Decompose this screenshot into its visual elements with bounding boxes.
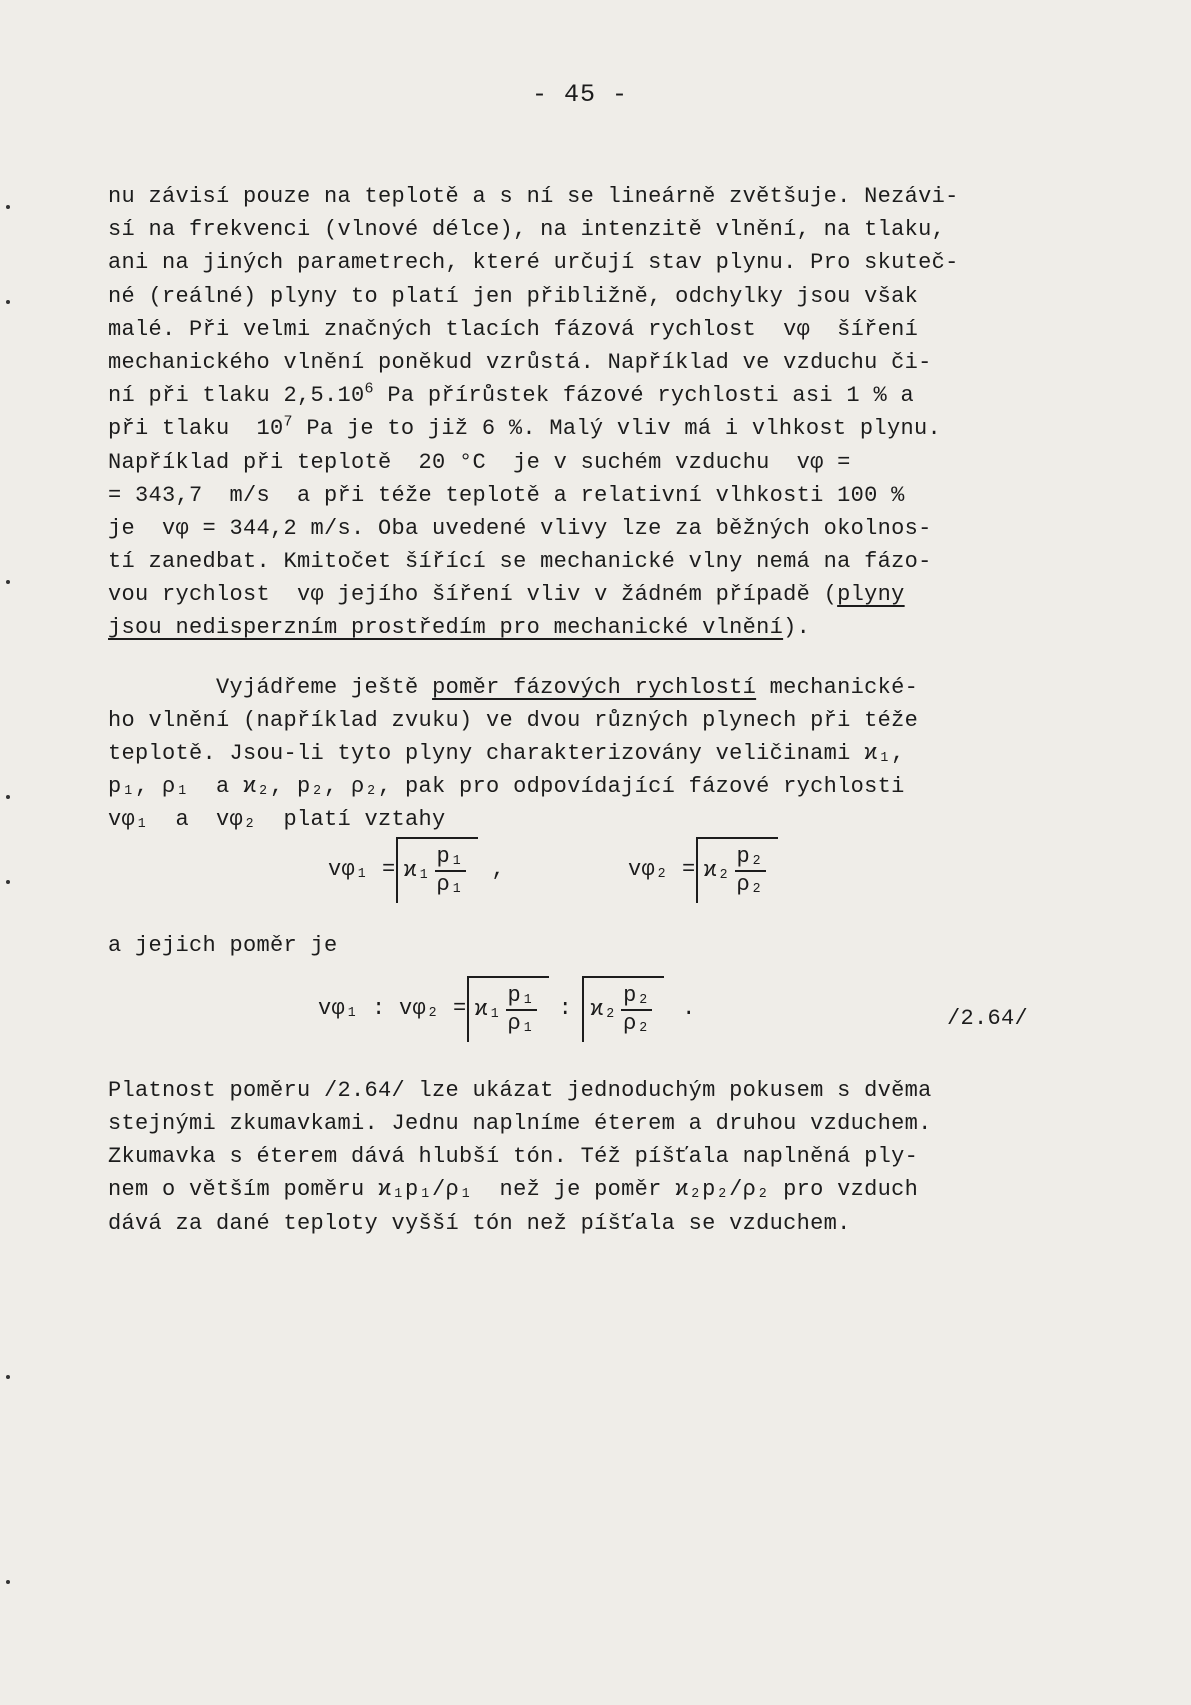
scan-mark: [6, 300, 10, 304]
numerator: p₂: [621, 983, 652, 1011]
text-fragment: Vyjádřeme ještě: [108, 674, 433, 700]
denominator: ρ₁: [436, 871, 464, 897]
kappa-symbol: ϰ₁: [474, 997, 502, 1023]
radicand: [696, 837, 778, 903]
radicand: [582, 976, 664, 1042]
radicand: [396, 837, 478, 903]
text-fragment: Pa je to již 6 %. Malý vliv má i vlhkost plynu.: [292, 416, 941, 442]
period: .: [682, 996, 696, 1022]
scan-mark: [6, 1580, 10, 1584]
text-fragment: Pa přírůstek fázové rychlosti asi 1 % a: [373, 383, 914, 409]
fraction: [735, 844, 766, 898]
text-line: [108, 578, 1088, 611]
text-line: vφ₁ a vφ₂ platí vztahy: [108, 807, 446, 833]
text-line: [108, 379, 1088, 412]
text-line: = 343,7 m/s a při téže teplotě a relativní vlhkosti 100 %: [108, 482, 905, 508]
sqrt: [396, 837, 478, 903]
formula-v1: [328, 837, 505, 903]
numerator: p₁: [435, 844, 466, 872]
text-line: nem o větším poměru ϰ₁p₁/ρ₁ než je poměr ϰ₂p₂/ρ₂ pro vzduch: [108, 1177, 919, 1203]
text-line: mechanického vlnění poněkud vzrůstá. Například ve vzduchu či-: [108, 349, 932, 375]
text-line: a jejich poměr je: [108, 932, 338, 958]
exponent: 6: [364, 380, 374, 398]
text-line: [108, 412, 1088, 445]
text-fragment: ní při tlaku 2,5.10: [108, 383, 365, 409]
scan-mark: [6, 880, 10, 884]
text-line: [108, 671, 1088, 704]
kappa-symbol: ϰ₁: [403, 857, 431, 883]
formula-velocities: [108, 837, 1088, 929]
text-fragment: vou rychlost vφ jejího šíření vliv v žádném případě (: [108, 582, 838, 608]
scan-mark: [6, 580, 10, 584]
denominator: ρ₂: [736, 871, 764, 897]
sqrt: [696, 837, 778, 903]
denominator: ρ₂: [623, 1010, 651, 1036]
text-line: Například při teplotě 20 °C je v suchém vzduchu vφ =: [108, 449, 851, 475]
text-line: malé. Při velmi značných tlacích fázová rychlost vφ šíření: [108, 316, 919, 342]
text-line: stejnými zkumavkami. Jednu naplníme éterem a druhou vzduchem.: [108, 1110, 932, 1136]
text-line: nu závisí pouze na teplotě a s ní se lineárně zvětšuje. Nezávi-: [108, 184, 959, 209]
numerator: p₂: [735, 844, 766, 872]
text-line: sí na frekvenci (vlnové délce), na intenzitě vlnění, na tlaku,: [108, 217, 946, 243]
text-line: p₁, ρ₁ a ϰ₂, p₂, ρ₂, pak pro odpovídající fázové rychlosti: [108, 774, 905, 800]
exponent: 7: [283, 413, 293, 431]
text-line: je vφ = 344,2 m/s. Oba uvedené vlivy lze za běžných okolnos-: [108, 515, 932, 541]
page-number: - 45 -: [531, 80, 628, 109]
formula-lhs: vφ₁ : vφ₂ =: [318, 996, 467, 1022]
fraction: [435, 844, 466, 898]
equation-number: /2.64/: [946, 1005, 1028, 1031]
underlined-text: plyny: [837, 582, 905, 608]
text-line: Platnost poměru /2.64/ lze ukázat jednoduchým pokusem s dvěma: [108, 1077, 932, 1103]
comma: ,: [491, 856, 506, 882]
text-line: dává za dané teploty vyšší tón než píšťala se vzduchem.: [108, 1210, 851, 1236]
numerator: p₁: [506, 983, 537, 1011]
formula-lhs: vφ₁ =: [328, 856, 396, 882]
scan-mark: [6, 205, 10, 209]
colon: :: [558, 996, 573, 1022]
text-body: [108, 180, 1088, 1240]
text-line: teplotě. Jsou-li tyto plyny charakterizovány veličinami ϰ₁,: [108, 741, 905, 766]
formula-v2: [628, 837, 778, 903]
radicand: [467, 976, 549, 1042]
text-line: Zkumavka s éterem dává hlubší tón. Též píšťala naplněná ply-: [108, 1144, 919, 1170]
fraction: [506, 983, 537, 1037]
scan-mark: [6, 1375, 10, 1379]
underlined-text: poměr fázových rychlostí: [432, 674, 757, 700]
sqrt: [467, 976, 549, 1042]
formula-lhs: vφ₂ =: [628, 856, 696, 882]
text-fragment: ).: [783, 615, 811, 641]
text-fragment: při tlaku 10: [108, 416, 284, 442]
formula-ratio-expr: [318, 976, 696, 1042]
text-line: ani na jiných parametrech, které určují stav plynu. Pro skuteč-: [108, 250, 959, 276]
text-line: tí zanedbat. Kmitočet šířící se mechanické vlny nemá na fázo-: [108, 549, 932, 575]
kappa-symbol: ϰ₂: [590, 997, 618, 1023]
kappa-symbol: ϰ₂: [703, 857, 731, 883]
text-line: ho vlnění (například zvuku) ve dvou různých plynech při téže: [108, 707, 919, 733]
fraction: [621, 983, 652, 1037]
underlined-text: jsou nedisperzním prostředím pro mechanické vlnění: [108, 615, 784, 641]
text-fragment: mechanické-: [756, 674, 919, 700]
formula-ratio: [108, 962, 1088, 1074]
scan-mark: [6, 795, 10, 799]
paragraph-gap: [108, 645, 1088, 671]
text-line: [108, 611, 1088, 644]
text-line: né (reálné) plyny to platí jen přibližně, odchylky jsou však: [108, 283, 919, 309]
denominator: ρ₁: [507, 1010, 535, 1036]
sqrt: [582, 976, 664, 1042]
